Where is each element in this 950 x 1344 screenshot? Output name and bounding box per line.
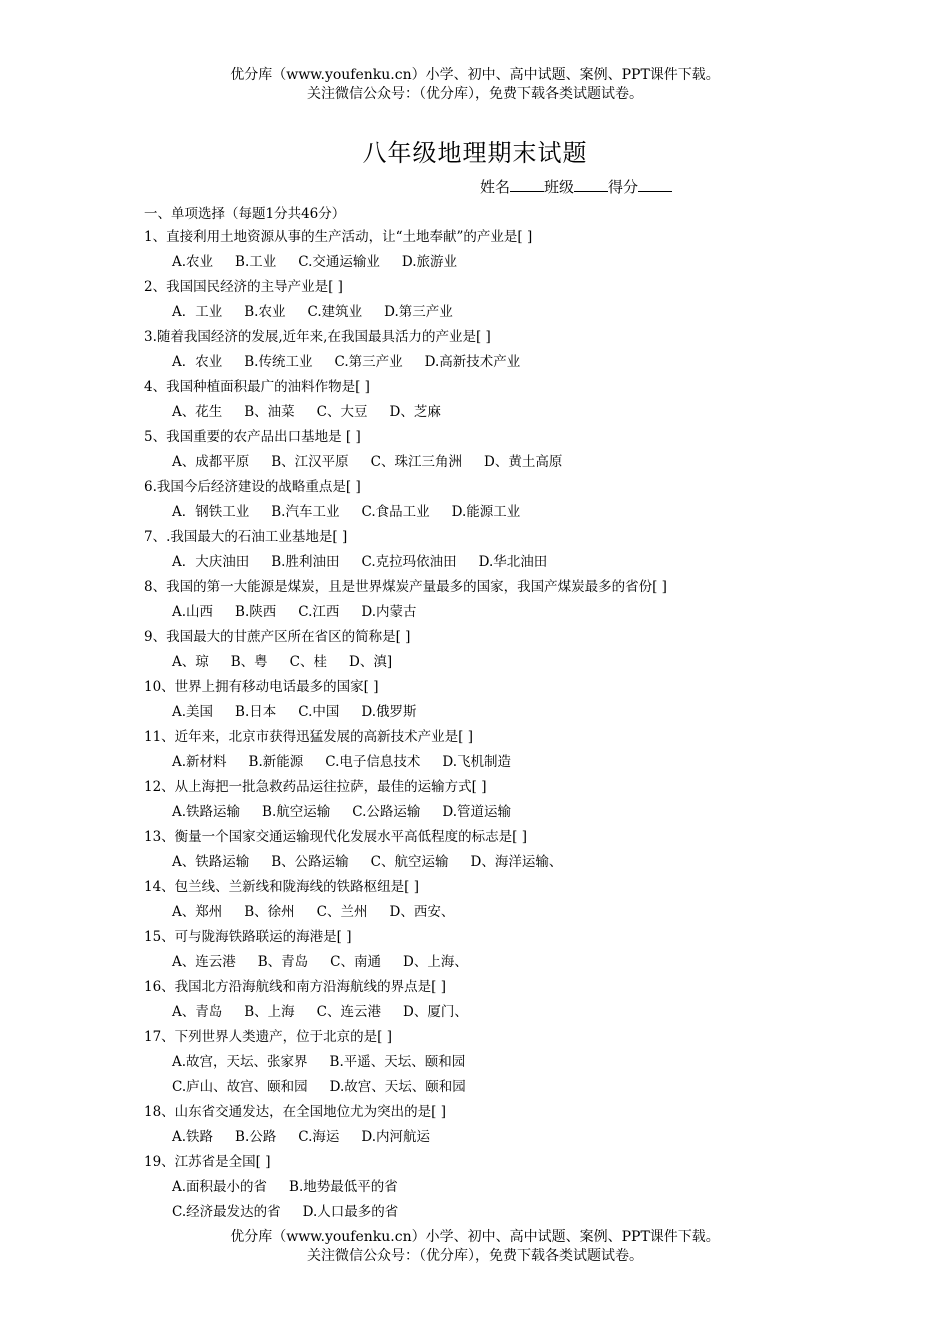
answer-option[interactable]: B.农业 (244, 304, 286, 320)
answer-option[interactable]: A、琼 (172, 654, 209, 670)
answer-option[interactable]: C.建筑业 (307, 304, 363, 320)
option-row (144, 700, 884, 725)
question-text: 1、直接利用土地资源从事的生产活动，让“土地奉献”的产业是[ ] (144, 229, 533, 245)
answer-option[interactable]: A．工业 (172, 304, 223, 320)
page-footer (0, 1228, 950, 1266)
answer-option[interactable]: A.故宫，天坛、张家界 (172, 1054, 308, 1070)
header-line-2: 关注微信公众号：（优分库），免费下载各类试题试卷。 (307, 86, 643, 102)
option-row (144, 250, 884, 275)
question-text: 6.我国今后经济建设的战略重点是[ ] (144, 479, 361, 495)
answer-option[interactable]: A．大庆油田 (172, 554, 250, 570)
answer-option[interactable]: B、公路运输 (271, 854, 349, 870)
answer-option[interactable]: B、徐州 (244, 904, 295, 920)
option-row (144, 950, 884, 975)
answer-option[interactable]: A.铁路运输 (172, 804, 241, 820)
question-text: 2、我国国民经济的主导产业是[ ] (144, 279, 343, 295)
name-label: 姓名 (480, 178, 511, 196)
answer-option[interactable]: D.俄罗斯 (361, 704, 417, 720)
answer-option[interactable]: A.美国 (172, 704, 214, 720)
score-label: 得分 (608, 178, 639, 196)
answer-option[interactable]: A.农业 (172, 254, 214, 270)
option-row (144, 1075, 884, 1100)
question-text: 5、我国重要的农产品出口基地是 [ ] (144, 429, 361, 445)
answer-option[interactable]: D.管道运输 (442, 804, 512, 820)
answer-option[interactable]: A．钢铁工业 (172, 504, 250, 520)
answer-option[interactable]: C.食品工业 (361, 504, 430, 520)
answer-option[interactable]: D、厦门、 (403, 1004, 468, 1020)
answer-option[interactable]: A、铁路运输 (172, 854, 250, 870)
option-row (144, 400, 884, 425)
answer-option[interactable]: A.面积最小的省 (172, 1179, 268, 1195)
answer-option[interactable]: A.山西 (172, 604, 214, 620)
answer-option[interactable]: D、海洋运输、 (470, 854, 563, 870)
option-row (144, 600, 884, 625)
answer-option[interactable]: D、滇] (349, 654, 393, 670)
footer-line-1: 优分库（www.youfenku.cn）小学、初中、高中试题、案例、PPT课件下载。 (230, 1229, 720, 1245)
option-row (144, 900, 884, 925)
answer-option[interactable]: C、南通 (330, 954, 382, 970)
question-text: 14、包兰线、兰新线和陇海线的铁路枢纽是[ ] (144, 879, 420, 895)
answer-option[interactable]: D.高新技术产业 (424, 354, 521, 370)
answer-option[interactable]: C.交通运输业 (298, 254, 380, 270)
question-text: 3.随着我国经济的发展,近年来,在我国最具活力的产业是[ ] (144, 329, 491, 345)
answer-option[interactable]: A、连云港 (172, 954, 236, 970)
option-row (144, 750, 884, 775)
answer-option[interactable]: C.克拉玛依油田 (361, 554, 457, 570)
option-row (144, 500, 884, 525)
question-text: 10、世界上拥有移动电话最多的国家[ ] (144, 679, 379, 695)
option-row (144, 800, 884, 825)
answer-option[interactable]: C.江西 (298, 604, 340, 620)
option-row (144, 450, 884, 475)
answer-option[interactable]: C.第三产业 (334, 354, 403, 370)
answer-option[interactable]: A、青岛 (172, 1004, 223, 1020)
option-row (144, 350, 884, 375)
answer-option[interactable]: C、连云港 (316, 1004, 382, 1020)
answer-option[interactable]: A、成都平原 (172, 454, 250, 470)
answer-option[interactable]: B.胜利油田 (271, 554, 340, 570)
question-text: 7、.我国最大的石油工业基地是[ ] (144, 529, 348, 545)
answer-option[interactable]: B.工业 (235, 254, 277, 270)
answer-option[interactable]: D.故宫、天坛、颐和园 (329, 1079, 466, 1095)
question-list (144, 225, 884, 1225)
option-row (144, 850, 884, 875)
option-row (144, 1175, 884, 1200)
answer-option[interactable]: D、黄土高原 (484, 454, 563, 470)
answer-option[interactable]: B.陕西 (235, 604, 277, 620)
name-blank[interactable] (510, 177, 544, 192)
option-row (144, 1125, 884, 1150)
answer-option[interactable]: C.海运 (298, 1129, 340, 1145)
answer-option[interactable]: D.人口最多的省 (302, 1204, 399, 1220)
answer-option[interactable]: B、油菜 (244, 404, 295, 420)
answer-option[interactable]: D、上海、 (403, 954, 468, 970)
answer-option[interactable]: B、江汉平原 (271, 454, 349, 470)
option-row (144, 550, 884, 575)
answer-option[interactable]: C、兰州 (316, 904, 368, 920)
question-text: 4、我国种植面积最广的油料作物是[ ] (144, 379, 370, 395)
answer-option[interactable]: B、上海 (244, 1004, 295, 1020)
answer-option[interactable]: D、西安、 (389, 904, 455, 920)
answer-option[interactable]: B、青岛 (257, 954, 309, 970)
option-row (144, 650, 884, 675)
class-blank[interactable] (574, 177, 608, 192)
answer-option[interactable]: A、花生 (172, 404, 223, 420)
answer-option[interactable]: D.旅游业 (401, 254, 458, 270)
answer-option[interactable]: B.新能源 (248, 754, 304, 770)
answer-option[interactable]: A.新材料 (172, 754, 227, 770)
answer-option[interactable]: D.第三产业 (384, 304, 453, 320)
answer-option[interactable]: D、芝麻 (389, 404, 441, 420)
footer-line-2: 关注微信公众号：（优分库），免费下载各类试题试卷。 (307, 1248, 643, 1264)
answer-option[interactable]: B.传统工业 (244, 354, 313, 370)
answer-option[interactable]: C.经济最发达的省 (172, 1204, 281, 1220)
answer-option[interactable]: D.能源工业 (451, 504, 521, 520)
answer-option[interactable]: A．农业 (172, 354, 223, 370)
question-text: 18、山东省交通发达，在全国地位尤为突出的是[ ] (144, 1104, 447, 1120)
section-heading: 一、单项选择（每题1分共46分） (144, 206, 346, 222)
page-header (0, 66, 950, 104)
answer-option[interactable]: C.庐山、故宫、颐和园 (172, 1079, 308, 1095)
answer-option[interactable]: A.铁路 (172, 1129, 214, 1145)
answer-option[interactable]: D.内河航运 (361, 1129, 431, 1145)
answer-option[interactable]: C.公路运输 (352, 804, 421, 820)
question-text: 15、可与陇海铁路联运的海港是[ ] (144, 929, 352, 945)
question-text: 13、衡量一个国家交通运输现代化发展水平高低程度的标志是[ ] (144, 829, 528, 845)
student-info-fields (480, 176, 672, 197)
answer-option[interactable]: A、郑州 (172, 904, 223, 920)
answer-option[interactable]: D.华北油田 (478, 554, 548, 570)
answer-option[interactable]: C、大豆 (316, 404, 368, 420)
question-text: 11、近年来，北京市获得迅猛发展的高新技术产业是[ ] (144, 729, 474, 745)
answer-option[interactable]: B.日本 (235, 704, 277, 720)
answer-option[interactable]: C、桂 (289, 654, 328, 670)
exam-title: 八年级地理期末试题 (362, 139, 588, 167)
answer-option[interactable]: C、航空运输 (370, 854, 449, 870)
answer-option[interactable]: B.公路 (235, 1129, 277, 1145)
answer-option[interactable]: C.中国 (298, 704, 340, 720)
option-row (144, 1200, 884, 1225)
answer-option[interactable]: D.飞机制造 (442, 754, 512, 770)
score-blank[interactable] (638, 177, 672, 192)
answer-option[interactable]: C.电子信息技术 (325, 754, 421, 770)
question-text: 8、我国的第一大能源是煤炭，且是世界煤炭产量最多的国家，我国产煤炭最多的省份[ ] (144, 579, 667, 595)
class-label: 班级 (544, 178, 575, 196)
option-row (144, 300, 884, 325)
question-text: 19、江苏省是全国[ ] (144, 1154, 271, 1170)
answer-option[interactable]: B、粤 (230, 654, 268, 670)
question-text: 12、从上海把一批急救药品运往拉萨，最佳的运输方式[ ] (144, 779, 487, 795)
answer-option[interactable]: C、珠江三角洲 (370, 454, 463, 470)
answer-option[interactable]: B.航空运输 (262, 804, 331, 820)
question-text: 9、我国最大的甘蔗产区所在省区的简称是[ ] (144, 629, 411, 645)
option-row (144, 1000, 884, 1025)
answer-option[interactable]: B.汽车工业 (271, 504, 340, 520)
header-line-1: 优分库（www.youfenku.cn）小学、初中、高中试题、案例、PPT课件下载。 (230, 67, 720, 83)
answer-option[interactable]: B.平遥、天坛、颐和园 (329, 1054, 466, 1070)
question-text: 17、下列世界人类遗产，位于北京的是[ ] (144, 1029, 393, 1045)
answer-option[interactable]: D.内蒙古 (361, 604, 417, 620)
answer-option[interactable]: B.地势最低平的省 (289, 1179, 398, 1195)
question-text: 16、我国北方沿海航线和南方沿海航线的界点是[ ] (144, 979, 447, 995)
option-row (144, 1050, 884, 1075)
